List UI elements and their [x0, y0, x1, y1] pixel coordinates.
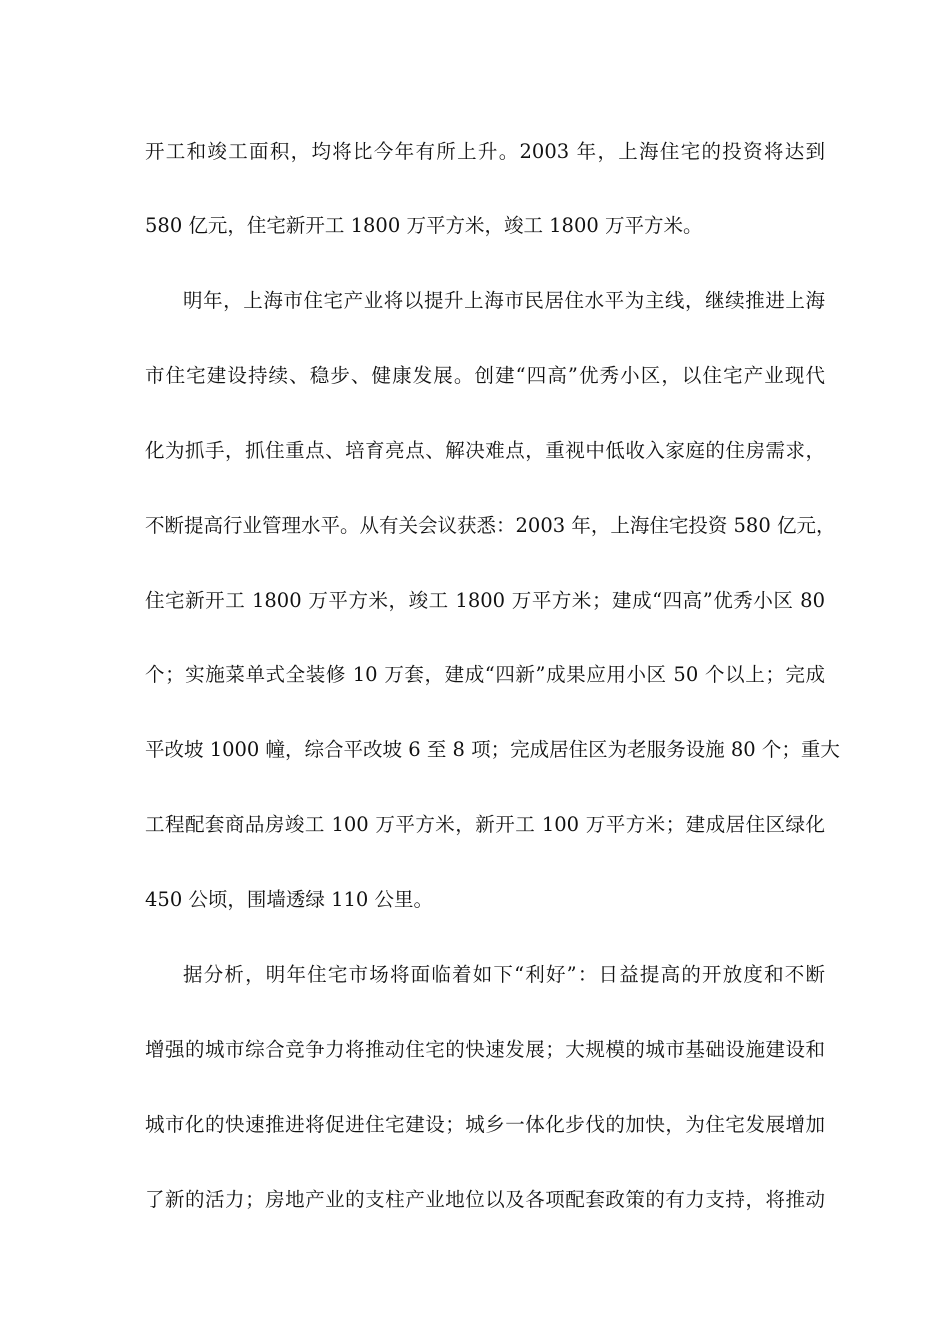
text-line: 城市化的快速推进将促进住宅建设；城乡一体化步伐的加快，为住宅发展增加 — [145, 1113, 825, 1136]
text-line: 450 公顷，围墙透绿 110 公里。 — [145, 888, 434, 911]
text-line: 平改坡 1000 幢，综合平改坡 6 至 8 项；完成居住区为老服务设施 80 个；重大 — [145, 738, 840, 761]
text-line: 580 亿元，住宅新开工 1800 万平方米，竣工 1800 万平方米。 — [145, 214, 703, 237]
text-line: 工程配套商品房竣工 100 万平方米，新开工 100 万平方米；建成居住区绿化 — [145, 813, 825, 836]
text-line: 住宅新开工 1800 万平方米，竣工 1800 万平方米；建成“四高”优秀小区 80 — [145, 589, 825, 612]
text-line: 据分析，明年住宅市场将面临着如下“利好”：日益提高的开放度和不断 — [183, 963, 825, 986]
text-line: 开工和竣工面积，均将比今年有所上升。2003 年，上海住宅的投资将达到 — [145, 140, 825, 163]
text-line: 了新的活力；房地产业的支柱产业地位以及各项配套政策的有力支持，将推动 — [145, 1188, 825, 1211]
text-line: 个；实施菜单式全装修 10 万套，建成“四新”成果应用小区 50 个以上；完成 — [145, 663, 825, 686]
text-line: 不断提高行业管理水平。从有关会议获悉：2003 年，上海住宅投资 580 亿元， — [145, 514, 836, 537]
text-line: 明年，上海市住宅产业将以提升上海市民居住水平为主线，继续推进上海 — [183, 289, 825, 312]
text-line: 增强的城市综合竞争力将推动住宅的快速发展；大规模的城市基础设施建设和 — [145, 1038, 825, 1061]
text-line: 化为抓手，抓住重点、培育亮点、解决难点，重视中低收入家庭的住房需求， — [145, 439, 825, 462]
text-line: 市住宅建设持续、稳步、健康发展。创建“四高”优秀小区，以住宅产业现代 — [145, 364, 825, 387]
